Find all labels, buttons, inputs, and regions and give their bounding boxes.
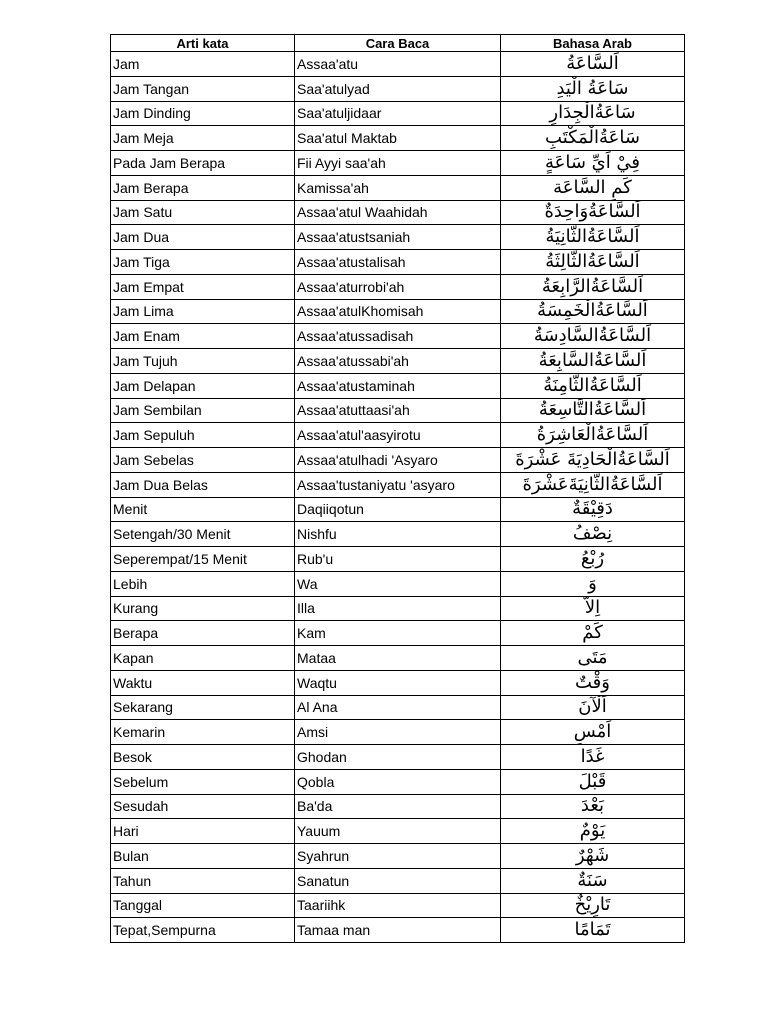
table-row [111, 745, 685, 770]
cara-baca-cell: Taariihk [295, 893, 501, 918]
table-row [111, 769, 685, 794]
cara-baca-cell: Waqtu [295, 670, 501, 695]
table-row [111, 918, 685, 943]
header-arti-kata: Arti kata [111, 35, 295, 52]
table-row [111, 349, 685, 374]
table-row [111, 794, 685, 819]
arti-kata-cell: Sebelum [111, 769, 295, 794]
bahasa-arab-cell: سَاعَةُالْجِدَارِ [501, 101, 685, 126]
bahasa-arab-cell: اَلسَّاعَةُالْحَادِيَةَ عَشْرَةَ [501, 448, 685, 473]
arti-kata-cell: Jam Enam [111, 324, 295, 349]
cara-baca-cell: Fii Ayyi saa'ah [295, 151, 501, 176]
table-row [111, 373, 685, 398]
table-row [111, 423, 685, 448]
arti-kata-cell: Pada Jam Berapa [111, 151, 295, 176]
cara-baca-cell: Saa'atuljidaar [295, 101, 501, 126]
bahasa-arab-cell: تَارِيْخٌ [501, 893, 685, 918]
bahasa-arab-cell: اَلْآنَ [501, 695, 685, 720]
arti-kata-cell: Jam Dua [111, 225, 295, 250]
arti-kata-cell: Jam Sebelas [111, 448, 295, 473]
table-row [111, 398, 685, 423]
table-row [111, 225, 685, 250]
bahasa-arab-cell: فِيْ اَيِّ سَاعَةٍ [501, 151, 685, 176]
table-row [111, 448, 685, 473]
cara-baca-cell: Assaa'atu [295, 52, 501, 77]
cara-baca-cell: Kam [295, 621, 501, 646]
bahasa-arab-cell: اَلسَّاعَةُالثَّانِيَةُ [501, 225, 685, 250]
cara-baca-cell: Nishfu [295, 522, 501, 547]
arti-kata-cell: Setengah/30 Menit [111, 522, 295, 547]
arti-kata-cell: Jam Tiga [111, 250, 295, 275]
cara-baca-cell: Ba'da [295, 794, 501, 819]
table-row [111, 101, 685, 126]
arti-kata-cell: Lebih [111, 571, 295, 596]
arti-kata-cell: Kemarin [111, 720, 295, 745]
arti-kata-cell: Jam Sepuluh [111, 423, 295, 448]
arti-kata-cell: Jam Dinding [111, 101, 295, 126]
cara-baca-cell: Al Ana [295, 695, 501, 720]
cara-baca-cell: Saa'atul Maktab [295, 126, 501, 151]
arti-kata-cell: Jam Sembilan [111, 398, 295, 423]
table-row [111, 324, 685, 349]
arti-kata-cell: Kurang [111, 596, 295, 621]
arti-kata-cell: Jam Empat [111, 274, 295, 299]
arti-kata-cell: Seperempat/15 Menit [111, 547, 295, 572]
bahasa-arab-cell: اَمْسِ [501, 720, 685, 745]
cara-baca-cell: Kamissa'ah [295, 175, 501, 200]
cara-baca-cell: Yauum [295, 819, 501, 844]
table-row [111, 819, 685, 844]
bahasa-arab-cell: شَهْرٌ [501, 844, 685, 869]
cara-baca-cell: Assaa'atussadisah [295, 324, 501, 349]
cara-baca-cell: Sanatun [295, 868, 501, 893]
bahasa-arab-cell: غَدًا [501, 745, 685, 770]
arti-kata-cell: Jam Tujuh [111, 349, 295, 374]
arti-kata-cell: Kapan [111, 646, 295, 671]
arti-kata-cell: Jam Dua Belas [111, 472, 295, 497]
table-row [111, 52, 685, 77]
arti-kata-cell: Jam Satu [111, 200, 295, 225]
arti-kata-cell: Jam Meja [111, 126, 295, 151]
cara-baca-cell: Assaa'atul Waahidah [295, 200, 501, 225]
cara-baca-cell: Tamaa man [295, 918, 501, 943]
bahasa-arab-cell: اَلسَّاعَةُالسَّابِعَةُ [501, 349, 685, 374]
table-row [111, 646, 685, 671]
table-row [111, 126, 685, 151]
cara-baca-cell: Assaa'tustaniyatu 'asyaro [295, 472, 501, 497]
table-row [111, 472, 685, 497]
arti-kata-cell: Tahun [111, 868, 295, 893]
bahasa-arab-cell: اِلاَّ [501, 596, 685, 621]
bahasa-arab-cell: بَعْدَ [501, 794, 685, 819]
table-row [111, 571, 685, 596]
table-row [111, 596, 685, 621]
arti-kata-cell: Bulan [111, 844, 295, 869]
bahasa-arab-cell: مَتَى [501, 646, 685, 671]
cara-baca-cell: Amsi [295, 720, 501, 745]
cara-baca-cell: Assaa'atussabi'ah [295, 349, 501, 374]
table-row [111, 720, 685, 745]
table-row [111, 76, 685, 101]
cara-baca-cell: Assaa'atustsaniah [295, 225, 501, 250]
vocabulary-table [110, 34, 685, 943]
table-row [111, 844, 685, 869]
table-row [111, 868, 685, 893]
bahasa-arab-cell: تَمَامًا [501, 918, 685, 943]
bahasa-arab-cell: اَلسَّاعَةُالسَّادِسَةُ [501, 324, 685, 349]
bahasa-arab-cell: سَاعَةُالْمَكْتَبِ [501, 126, 685, 151]
bahasa-arab-cell: سَاعَةُ الْيَدِ [501, 76, 685, 101]
bahasa-arab-cell: اَلسَّاعَةُالثَّانِيَةَعَشْرَةَ [501, 472, 685, 497]
cara-baca-cell: Illa [295, 596, 501, 621]
table-row [111, 497, 685, 522]
arti-kata-cell: Jam Tangan [111, 76, 295, 101]
cara-baca-cell: Assaa'atustaminah [295, 373, 501, 398]
bahasa-arab-cell: اَلسَّاعَةُالثَّامِنَةُ [501, 373, 685, 398]
cara-baca-cell: Saa'atulyad [295, 76, 501, 101]
bahasa-arab-cell: يَوْمٌ [501, 819, 685, 844]
cara-baca-cell: Assaa'atustalisah [295, 250, 501, 275]
bahasa-arab-cell: اَلسَّاعَةُالْعَاشِرَةُ [501, 423, 685, 448]
arti-kata-cell: Jam Berapa [111, 175, 295, 200]
table-row [111, 151, 685, 176]
header-cara-baca: Cara Baca [295, 35, 501, 52]
table-row [111, 250, 685, 275]
table-row [111, 522, 685, 547]
arti-kata-cell: Tepat,Sempurna [111, 918, 295, 943]
bahasa-arab-cell: كَمْ [501, 621, 685, 646]
bahasa-arab-cell: اَلسَّاعَةُ [501, 52, 685, 77]
header-row [111, 35, 685, 52]
cara-baca-cell: Ghodan [295, 745, 501, 770]
cara-baca-cell: Syahrun [295, 844, 501, 869]
cara-baca-cell: Wa [295, 571, 501, 596]
bahasa-arab-cell: اَلسَّاعَةُوَاحِدَةٌ [501, 200, 685, 225]
bahasa-arab-cell: نِصْفُ [501, 522, 685, 547]
table-row [111, 621, 685, 646]
cara-baca-cell: Qobla [295, 769, 501, 794]
table-row [111, 695, 685, 720]
arti-kata-cell: Tanggal [111, 893, 295, 918]
arti-kata-cell: Waktu [111, 670, 295, 695]
bahasa-arab-cell: وَ [501, 571, 685, 596]
bahasa-arab-cell: قَبْلَ [501, 769, 685, 794]
header-bahasa-arab: Bahasa Arab [501, 35, 685, 52]
cara-baca-cell: Assaa'aturrobi'ah [295, 274, 501, 299]
arti-kata-cell: Jam Lima [111, 299, 295, 324]
arti-kata-cell: Berapa [111, 621, 295, 646]
bahasa-arab-cell: اَلسَّاعَةُالرَّابِعَةُ [501, 274, 685, 299]
cara-baca-cell: Assaa'atuttaasi'ah [295, 398, 501, 423]
bahasa-arab-cell: دَقِيْقَةٌ [501, 497, 685, 522]
bahasa-arab-cell: اَلسَّاعَةُالثَّالِثَةُ [501, 250, 685, 275]
cara-baca-cell: Rub'u [295, 547, 501, 572]
bahasa-arab-cell: اَلسَّاعَةُالتَّاسِعَةُ [501, 398, 685, 423]
cara-baca-cell: Assaa'atulhadi 'Asyaro [295, 448, 501, 473]
table-row [111, 670, 685, 695]
arti-kata-cell: Jam Delapan [111, 373, 295, 398]
arti-kata-cell: Jam [111, 52, 295, 77]
bahasa-arab-cell: وَقْتٌ [501, 670, 685, 695]
table-row [111, 274, 685, 299]
table-row [111, 893, 685, 918]
bahasa-arab-cell: رُبْعُ [501, 547, 685, 572]
bahasa-arab-cell: سَنَةٌ [501, 868, 685, 893]
table-row [111, 175, 685, 200]
arti-kata-cell: Hari [111, 819, 295, 844]
bahasa-arab-cell: كَمِ السَّاعَة [501, 175, 685, 200]
bahasa-arab-cell: اَلسَّاعَةُالْخَمِسَةُ [501, 299, 685, 324]
table-row [111, 200, 685, 225]
cara-baca-cell: Daqiiqotun [295, 497, 501, 522]
arti-kata-cell: Sesudah [111, 794, 295, 819]
table-row [111, 547, 685, 572]
cara-baca-cell: Assaa'atul'aasyirotu [295, 423, 501, 448]
arti-kata-cell: Sekarang [111, 695, 295, 720]
arti-kata-cell: Besok [111, 745, 295, 770]
cara-baca-cell: Mataa [295, 646, 501, 671]
arti-kata-cell: Menit [111, 497, 295, 522]
cara-baca-cell: Assaa'atulKhomisah [295, 299, 501, 324]
table-row [111, 299, 685, 324]
